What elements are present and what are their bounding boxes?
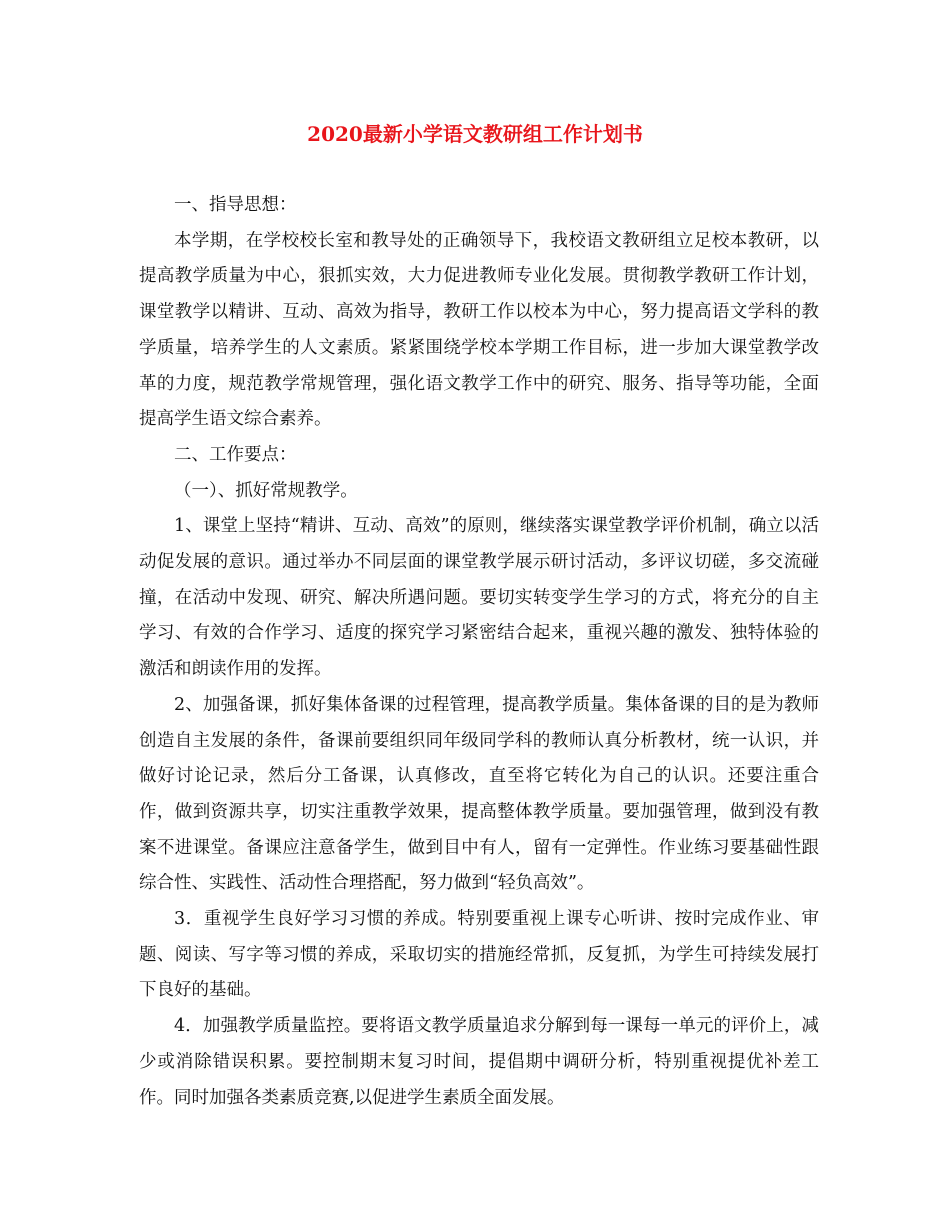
paragraph-item-3: 3．重视学生良好学习习惯的养成。特别要重视上课专心听讲、按时完成作业、审题、阅读、写字等习惯的养成，采取切实的措施经常抓，反复抓，为学生可持续发展打下良好的基础。 [139, 909, 819, 1001]
document-body [139, 188, 819, 1116]
paragraph-item-2: 2、加强备课，抓好集体备课的过程管理，提高教学质量。集体备课的目的是为教师创造自主发展的条件，备课前要组织同年级同学科的教师认真分析教材，统一认识，并做好讨论记录，然后分工备课，认真修改，直至将它转化为自己的认识。还要注重合作，做到资源共享，切实注重教学效果，提高整体教学质量。要加强管理，做到没有教案不进课堂。备课应注意备学生，做到目中有人，留有一定弹性。作业练习要基础性跟综合性、实践性、活动性合理搭配，努力做到“轻负高效”。 [139, 694, 819, 894]
document-title: 2020最新小学语文教研组工作计划书 [307, 122, 643, 146]
heading-guiding-thought: 一、指导思想： [174, 195, 297, 215]
paragraph-item-1: 1、课堂上坚持“精讲、互动、高效”的原则，继续落实课堂教学评价机制，确立以活动促发展的意识。通过举办不同层面的课堂教学展示研讨活动，多评议切磋，多交流碰撞，在活动中发现、研究、解决所遇问题。要切实转变学生学习的方式，将充分的自主学习、有效的合作学习、适度的探究学习紧密结合起来，重视兴趣的激发、独特体验的激活和朗读作用的发挥。 [139, 516, 819, 680]
paragraph-item-4: 4．加强教学质量监控。要将语文教学质量追求分解到每一课每一单元的评价上，减少或消除错误积累。要控制期末复习时间，提倡期中调研分析，特别重视提优补差工作。同时加强各类素质竞赛,以促进学生素质全面发展。 [139, 1016, 819, 1108]
subheading-routine-teaching: （一）、抓好常规教学。 [174, 480, 358, 501]
heading-work-points: 二、工作要点： [174, 444, 297, 465]
paragraph-guiding-thought: 本学期，在学校校长室和教导处的正确领导下，我校语文教研组立足校本教研，以提高教学质量为中心，狠抓实效，大力促进教师专业化发展。贯彻教学教研工作计划，课堂教学以精讲、互动、高效为指导，教研工作以校本为中心，努力提高语文学科的教学质量，培养学生的人文素质。紧紧围绕学校本学期工作目标，进一步加大课堂教学改革的力度，规范教学常规管理，强化语文教学工作中的研究、服务、指导等功能，全面提高学生语文综合素养。 [139, 230, 819, 430]
